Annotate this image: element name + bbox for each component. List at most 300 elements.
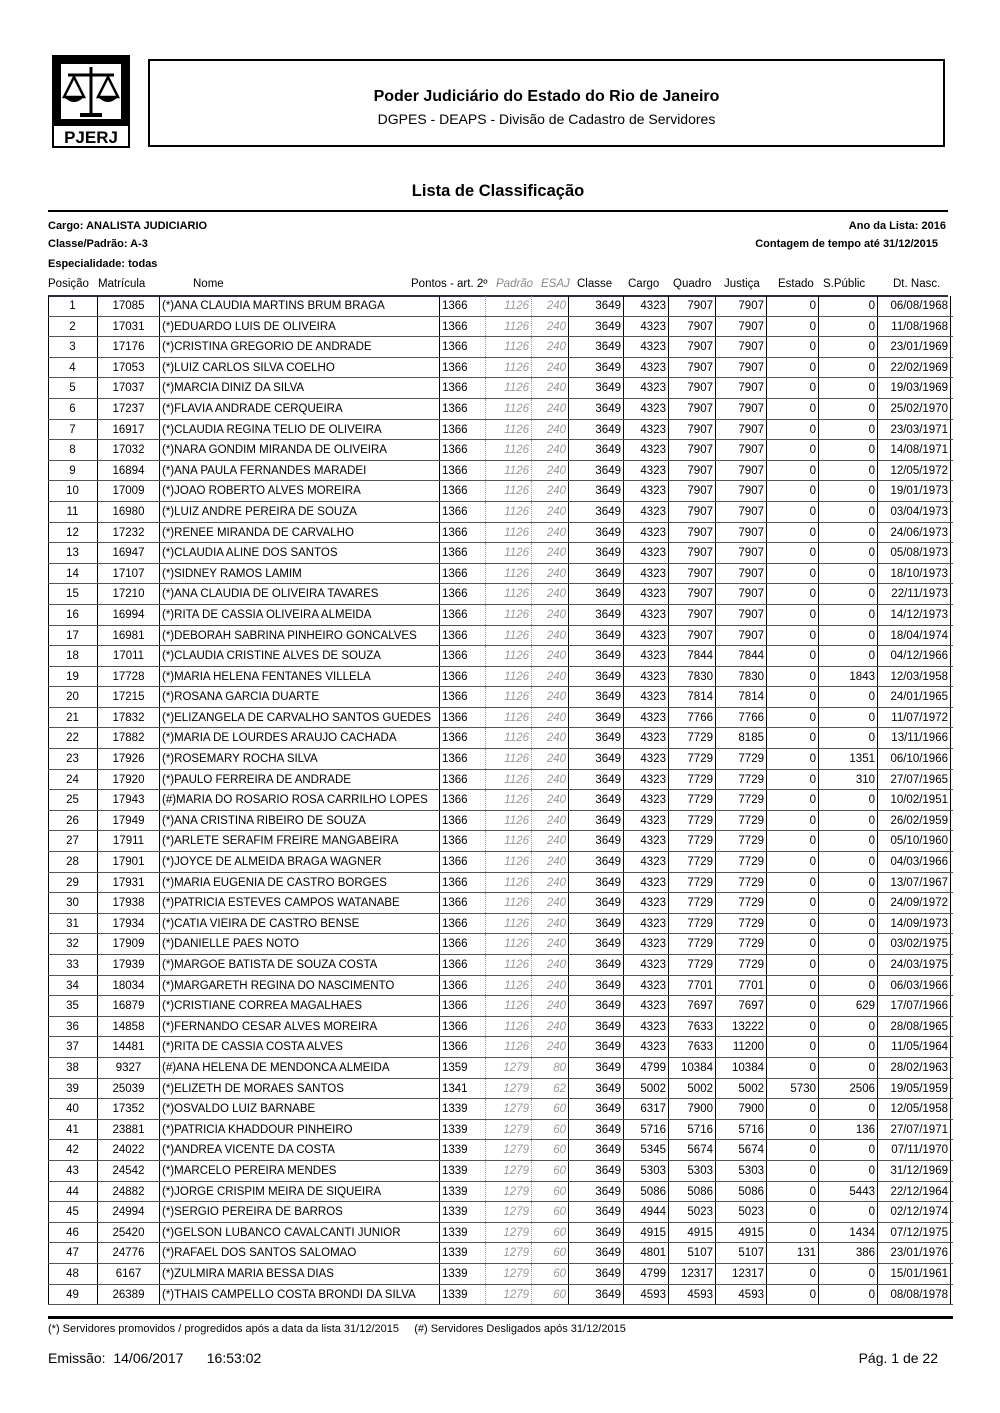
cell-matricula: 17107 (98, 564, 160, 584)
table-row (48, 646, 953, 667)
cell-classe: 3649 (569, 749, 624, 769)
cell-estado: 0 (767, 1140, 819, 1160)
cell-matricula: 17009 (98, 481, 160, 501)
cell-cargo: 4323 (624, 420, 669, 440)
cell-esaj: 240 (532, 687, 569, 707)
col-cargo: Cargo (628, 278, 660, 290)
cell-spublic: 629 (819, 996, 878, 1016)
cell-nome: (*)CRISTIANE CORREA MAGALHAES (160, 996, 440, 1016)
col-classe: Classe (577, 278, 613, 290)
cell-classe: 3649 (569, 626, 624, 646)
cell-nome: (*)ANA CLAUDIA MARTINS BRUM BRAGA (160, 296, 440, 316)
cell-estado: 0 (767, 770, 819, 790)
cell-estado: 0 (767, 358, 819, 378)
cell-quadro: 5303 (669, 1161, 716, 1181)
cell-justica: 8185 (716, 728, 767, 748)
cell-pontos: 1366 (440, 523, 486, 543)
cell-cargo: 4323 (624, 728, 669, 748)
cell-padrao: 1126 (486, 296, 532, 316)
cell-esaj: 240 (532, 914, 569, 934)
cell-posicao: 13 (48, 543, 98, 563)
division-subtitle: DGPES - DEAPS - Divisão de Cadastro de Servidores (377, 111, 716, 127)
cell-estado: 0 (767, 811, 819, 831)
cell-spublic: 1351 (819, 749, 878, 769)
cell-padrao: 1126 (486, 893, 532, 913)
table-bottom-rule (48, 1316, 953, 1319)
table-row (48, 1285, 953, 1306)
cell-padrao: 1126 (486, 873, 532, 893)
cell-nome: (*)ANDREA VICENTE DA COSTA (160, 1140, 440, 1160)
page-number: Pág. 1 de 22 (858, 1350, 938, 1366)
cell-pontos: 1366 (440, 873, 486, 893)
cell-padrao: 1126 (486, 667, 532, 687)
svg-text:PJERJ: PJERJ (64, 128, 118, 147)
cell-pontos: 1366 (440, 976, 486, 996)
cell-quadro: 7729 (669, 955, 716, 975)
cell-classe: 3649 (569, 955, 624, 975)
cell-matricula: 24994 (98, 1202, 160, 1222)
cell-cargo: 6317 (624, 1099, 669, 1119)
table-row (48, 523, 953, 544)
cell-classe: 3649 (569, 667, 624, 687)
cell-padrao: 1126 (486, 1017, 532, 1037)
footnote: (*) Servidores promovidos / progredidos após a data da lista 31/12/2015 (#) Servidores Desligados após 31/12/2015 (48, 1323, 626, 1335)
col-pontos: Pontos - art. 2º (411, 278, 488, 290)
cell-padrao: 1126 (486, 852, 532, 872)
cell-dtnasc: 15/01/1961 (878, 1264, 951, 1284)
table-row (48, 317, 953, 338)
cell-nome: (*)SERGIO PEREIRA DE BARROS (160, 1202, 440, 1222)
cell-estado: 0 (767, 1058, 819, 1078)
cell-posicao: 19 (48, 667, 98, 687)
cell-justica: 7907 (716, 399, 767, 419)
cell-matricula: 26389 (98, 1285, 160, 1305)
cell-cargo: 4915 (624, 1223, 669, 1243)
cell-justica: 7729 (716, 934, 767, 954)
cell-pontos: 1366 (440, 481, 486, 501)
cell-nome: (#)MARIA DO ROSARIO ROSA CARRILHO LOPES (160, 790, 440, 810)
cell-esaj: 240 (532, 420, 569, 440)
cell-justica: 7729 (716, 749, 767, 769)
cell-cargo: 4801 (624, 1243, 669, 1263)
cell-quadro: 7830 (669, 667, 716, 687)
cell-quadro: 5716 (669, 1120, 716, 1140)
cell-cargo: 4323 (624, 831, 669, 851)
cell-quadro: 7907 (669, 481, 716, 501)
cell-matricula: 9327 (98, 1058, 160, 1078)
cell-cargo: 4323 (624, 337, 669, 357)
cell-nome: (*)MARGARETH REGINA DO NASCIMENTO (160, 976, 440, 996)
cell-dtnasc: 19/03/1969 (878, 378, 951, 398)
cell-posicao: 44 (48, 1182, 98, 1202)
cell-classe: 3649 (569, 976, 624, 996)
cell-estado: 0 (767, 481, 819, 501)
cell-cargo: 4323 (624, 564, 669, 584)
cell-spublic: 1434 (819, 1223, 878, 1243)
table-row (48, 461, 953, 482)
cell-padrao: 1126 (486, 420, 532, 440)
table-row (48, 378, 953, 399)
cell-dtnasc: 24/06/1973 (878, 523, 951, 543)
cell-dtnasc: 06/03/1966 (878, 976, 951, 996)
cell-nome: (*)CLAUDIA REGINA TELIO DE OLIVEIRA (160, 420, 440, 440)
table-row (48, 420, 953, 441)
table-row (48, 914, 953, 935)
cell-spublic: 0 (819, 687, 878, 707)
cell-classe: 3649 (569, 1161, 624, 1181)
cell-estado: 0 (767, 1120, 819, 1140)
cell-cargo: 4323 (624, 502, 669, 522)
cell-cargo: 4323 (624, 893, 669, 913)
cell-esaj: 240 (532, 502, 569, 522)
cell-justica: 7907 (716, 543, 767, 563)
cell-quadro: 7729 (669, 934, 716, 954)
cell-justica: 7907 (716, 358, 767, 378)
cell-cargo: 4323 (624, 996, 669, 1016)
cell-quadro: 7697 (669, 996, 716, 1016)
cell-dtnasc: 06/08/1968 (878, 296, 951, 316)
cell-spublic: 5443 (819, 1182, 878, 1202)
cell-estado: 0 (767, 955, 819, 975)
cell-cargo: 5086 (624, 1182, 669, 1202)
cell-quadro: 5674 (669, 1140, 716, 1160)
cell-matricula: 17237 (98, 399, 160, 419)
cell-dtnasc: 11/07/1972 (878, 708, 951, 728)
cell-dtnasc: 19/05/1959 (878, 1079, 951, 1099)
cell-dtnasc: 11/05/1964 (878, 1037, 951, 1057)
cell-dtnasc: 11/08/1968 (878, 317, 951, 337)
cell-esaj: 240 (532, 358, 569, 378)
cell-nome: (#)ANA HELENA DE MENDONCA ALMEIDA (160, 1058, 440, 1078)
cell-justica: 7907 (716, 461, 767, 481)
cell-posicao: 21 (48, 708, 98, 728)
cell-spublic: 2506 (819, 1079, 878, 1099)
cell-dtnasc: 28/08/1965 (878, 1017, 951, 1037)
cell-classe: 3649 (569, 481, 624, 501)
table-row (48, 1037, 953, 1058)
cell-dtnasc: 05/08/1973 (878, 543, 951, 563)
cell-matricula: 16994 (98, 605, 160, 625)
cell-estado: 0 (767, 564, 819, 584)
contagem-label: Contagem de tempo até 31/12/2015 (755, 238, 938, 250)
cell-pontos: 1366 (440, 358, 486, 378)
cell-quadro: 7729 (669, 790, 716, 810)
cell-cargo: 4323 (624, 605, 669, 625)
cell-classe: 3649 (569, 728, 624, 748)
cell-pontos: 1366 (440, 996, 486, 1016)
ano-lista-label: Ano da Lista: 2016 (848, 220, 946, 232)
cell-cargo: 4799 (624, 1264, 669, 1284)
cell-nome: (*)MARIA HELENA FENTANES VILLELA (160, 667, 440, 687)
cell-justica: 13222 (716, 1017, 767, 1037)
cell-esaj: 240 (532, 852, 569, 872)
cell-quadro: 7907 (669, 420, 716, 440)
cell-estado: 0 (767, 461, 819, 481)
cell-dtnasc: 12/05/1958 (878, 1099, 951, 1119)
cell-esaj: 240 (532, 564, 569, 584)
cell-esaj: 240 (532, 481, 569, 501)
cell-pontos: 1366 (440, 893, 486, 913)
cell-padrao: 1126 (486, 481, 532, 501)
cell-spublic: 0 (819, 955, 878, 975)
cell-spublic: 0 (819, 337, 878, 357)
cell-nome: (*)CLAUDIA ALINE DOS SANTOS (160, 543, 440, 563)
cell-dtnasc: 27/07/1971 (878, 1120, 951, 1140)
cell-justica: 7907 (716, 440, 767, 460)
cell-dtnasc: 05/10/1960 (878, 831, 951, 851)
cell-matricula: 18034 (98, 976, 160, 996)
cell-cargo: 4799 (624, 1058, 669, 1078)
cell-posicao: 35 (48, 996, 98, 1016)
cell-dtnasc: 24/03/1975 (878, 955, 951, 975)
cell-quadro: 4915 (669, 1223, 716, 1243)
cell-dtnasc: 17/07/1966 (878, 996, 951, 1016)
cell-quadro: 7907 (669, 626, 716, 646)
cell-pontos: 1339 (440, 1140, 486, 1160)
cell-dtnasc: 10/02/1951 (878, 790, 951, 810)
cell-padrao: 1279 (486, 1161, 532, 1181)
cell-estado: 0 (767, 1264, 819, 1284)
cell-justica: 7907 (716, 420, 767, 440)
cell-pontos: 1366 (440, 317, 486, 337)
cell-padrao: 1126 (486, 358, 532, 378)
cell-justica: 7697 (716, 996, 767, 1016)
cell-matricula: 17909 (98, 934, 160, 954)
cell-classe: 3649 (569, 378, 624, 398)
cell-posicao: 32 (48, 934, 98, 954)
cell-padrao: 1126 (486, 790, 532, 810)
cell-estado: 0 (767, 790, 819, 810)
cell-quadro: 7907 (669, 502, 716, 522)
cell-justica: 7907 (716, 378, 767, 398)
cell-matricula: 25039 (98, 1079, 160, 1099)
cell-posicao: 15 (48, 584, 98, 604)
cell-nome: (*)MARGOE BATISTA DE SOUZA COSTA (160, 955, 440, 975)
cell-padrao: 1279 (486, 1140, 532, 1160)
cell-classe: 3649 (569, 523, 624, 543)
cell-justica: 7907 (716, 317, 767, 337)
cell-cargo: 4323 (624, 1017, 669, 1037)
cell-pontos: 1339 (440, 1223, 486, 1243)
cell-pontos: 1366 (440, 811, 486, 831)
cell-classe: 3649 (569, 1285, 624, 1305)
cell-posicao: 47 (48, 1243, 98, 1263)
cell-nome: (*)MARCIA DINIZ DA SILVA (160, 378, 440, 398)
title-rule (48, 210, 948, 212)
cell-quadro: 7907 (669, 584, 716, 604)
cell-pontos: 1339 (440, 1202, 486, 1222)
cell-justica: 7729 (716, 914, 767, 934)
cell-pontos: 1366 (440, 790, 486, 810)
cell-cargo: 4323 (624, 317, 669, 337)
cell-pontos: 1366 (440, 440, 486, 460)
cell-estado: 0 (767, 1099, 819, 1119)
cell-classe: 3649 (569, 358, 624, 378)
cell-padrao: 1126 (486, 914, 532, 934)
cell-cargo: 5716 (624, 1120, 669, 1140)
cell-spublic: 0 (819, 481, 878, 501)
cell-esaj: 240 (532, 317, 569, 337)
table-row (48, 481, 953, 502)
cell-nome: (*)CATIA VIEIRA DE CASTRO BENSE (160, 914, 440, 934)
cell-posicao: 3 (48, 337, 98, 357)
cell-spublic: 0 (819, 811, 878, 831)
cell-spublic: 0 (819, 976, 878, 996)
cell-estado: 0 (767, 1285, 819, 1305)
table-row (48, 1161, 953, 1182)
cell-padrao: 1279 (486, 1202, 532, 1222)
cell-justica: 7907 (716, 502, 767, 522)
cell-justica: 7701 (716, 976, 767, 996)
cell-esaj: 60 (532, 1120, 569, 1140)
cell-quadro: 7729 (669, 914, 716, 934)
cell-esaj: 240 (532, 996, 569, 1016)
cell-spublic: 0 (819, 852, 878, 872)
cell-estado: 0 (767, 687, 819, 707)
cell-esaj: 62 (532, 1079, 569, 1099)
cell-dtnasc: 03/04/1973 (878, 502, 951, 522)
cell-quadro: 7729 (669, 852, 716, 872)
cell-cargo: 4323 (624, 378, 669, 398)
cell-esaj: 240 (532, 1017, 569, 1037)
cell-quadro: 7907 (669, 564, 716, 584)
cell-estado: 0 (767, 934, 819, 954)
cell-pontos: 1366 (440, 934, 486, 954)
cell-dtnasc: 18/04/1974 (878, 626, 951, 646)
cell-cargo: 4323 (624, 358, 669, 378)
cell-posicao: 31 (48, 914, 98, 934)
cell-posicao: 24 (48, 770, 98, 790)
table-row (48, 831, 953, 852)
cell-pontos: 1339 (440, 1243, 486, 1263)
cell-matricula: 17215 (98, 687, 160, 707)
cell-dtnasc: 06/10/1966 (878, 749, 951, 769)
cell-cargo: 4323 (624, 873, 669, 893)
table-row (48, 893, 953, 914)
table-row (48, 1223, 953, 1244)
cell-padrao: 1279 (486, 1223, 532, 1243)
cell-esaj: 240 (532, 646, 569, 666)
cell-justica: 4915 (716, 1223, 767, 1243)
cell-posicao: 10 (48, 481, 98, 501)
cell-quadro: 5107 (669, 1243, 716, 1263)
cell-justica: 5023 (716, 1202, 767, 1222)
cell-classe: 3649 (569, 605, 624, 625)
cell-justica: 7830 (716, 667, 767, 687)
cell-padrao: 1126 (486, 564, 532, 584)
cell-classe: 3649 (569, 1058, 624, 1078)
cell-spublic: 136 (819, 1120, 878, 1140)
cell-nome: (*)RENEE MIRANDA DE CARVALHO (160, 523, 440, 543)
cell-matricula: 17901 (98, 852, 160, 872)
cell-spublic: 0 (819, 934, 878, 954)
table-row (48, 687, 953, 708)
cell-quadro: 12317 (669, 1264, 716, 1284)
cell-classe: 3649 (569, 399, 624, 419)
cell-quadro: 7633 (669, 1017, 716, 1037)
cell-matricula: 14481 (98, 1037, 160, 1057)
cell-classe: 3649 (569, 831, 624, 851)
cell-nome: (*)ANA CRISTINA RIBEIRO DE SOUZA (160, 811, 440, 831)
cell-padrao: 1126 (486, 440, 532, 460)
cell-dtnasc: 02/12/1974 (878, 1202, 951, 1222)
table-row (48, 790, 953, 811)
cell-quadro: 7907 (669, 378, 716, 398)
cell-matricula: 16981 (98, 626, 160, 646)
cell-justica: 7900 (716, 1099, 767, 1119)
cell-pontos: 1366 (440, 378, 486, 398)
cell-esaj: 240 (532, 893, 569, 913)
cell-nome: (*)MARIA DE LOURDES ARAUJO CACHADA (160, 728, 440, 748)
cell-cargo: 4323 (624, 667, 669, 687)
cell-dtnasc: 18/10/1973 (878, 564, 951, 584)
cell-classe: 3649 (569, 1120, 624, 1140)
cell-posicao: 43 (48, 1161, 98, 1181)
cell-classe: 3649 (569, 543, 624, 563)
cell-classe: 3649 (569, 1037, 624, 1057)
cell-padrao: 1126 (486, 605, 532, 625)
cell-quadro: 7814 (669, 687, 716, 707)
cell-classe: 3649 (569, 1182, 624, 1202)
col-estado: Estado (778, 278, 814, 290)
cell-matricula: 17934 (98, 914, 160, 934)
cell-dtnasc: 14/12/1973 (878, 605, 951, 625)
cell-padrao: 1126 (486, 811, 532, 831)
cell-posicao: 2 (48, 317, 98, 337)
col-padrao: Padrão (496, 278, 534, 290)
table-row (48, 852, 953, 873)
cell-nome: (*)ANA PAULA FERNANDES MARADEI (160, 461, 440, 481)
cell-estado: 0 (767, 852, 819, 872)
classe-label: Classe/Padrão: A-3 (48, 238, 148, 250)
especialidade-label: Especialidade: todas (48, 258, 158, 270)
cell-dtnasc: 23/01/1976 (878, 1243, 951, 1263)
cell-classe: 3649 (569, 1099, 624, 1119)
cell-dtnasc: 23/03/1971 (878, 420, 951, 440)
cell-classe: 3649 (569, 873, 624, 893)
classification-table (48, 296, 953, 1305)
cell-quadro: 7729 (669, 728, 716, 748)
cell-pontos: 1366 (440, 584, 486, 604)
cell-posicao: 23 (48, 749, 98, 769)
cell-padrao: 1126 (486, 934, 532, 954)
cell-nome: (*)THAIS CAMPELLO COSTA BRONDI DA SILVA (160, 1285, 440, 1305)
table-row (48, 873, 953, 894)
cell-esaj: 240 (532, 934, 569, 954)
cell-estado: 0 (767, 502, 819, 522)
cell-esaj: 240 (532, 873, 569, 893)
cell-posicao: 29 (48, 873, 98, 893)
cell-padrao: 1126 (486, 584, 532, 604)
cell-esaj: 240 (532, 337, 569, 357)
cell-matricula: 17939 (98, 955, 160, 975)
table-row (48, 996, 953, 1017)
cell-classe: 3649 (569, 996, 624, 1016)
table-row (48, 564, 953, 585)
table-row (48, 1120, 953, 1141)
emissao-label: Emissão: 14/06/2017 16:53:02 (48, 1350, 262, 1366)
cell-quadro: 7907 (669, 337, 716, 357)
cell-cargo: 4323 (624, 523, 669, 543)
cell-estado: 5730 (767, 1079, 819, 1099)
col-dtnasc: Dt. Nasc. (893, 278, 941, 290)
cell-classe: 3649 (569, 646, 624, 666)
cell-dtnasc: 07/12/1975 (878, 1223, 951, 1243)
cell-matricula: 16947 (98, 543, 160, 563)
cell-matricula: 17949 (98, 811, 160, 831)
cell-esaj: 240 (532, 811, 569, 831)
cell-pontos: 1366 (440, 749, 486, 769)
